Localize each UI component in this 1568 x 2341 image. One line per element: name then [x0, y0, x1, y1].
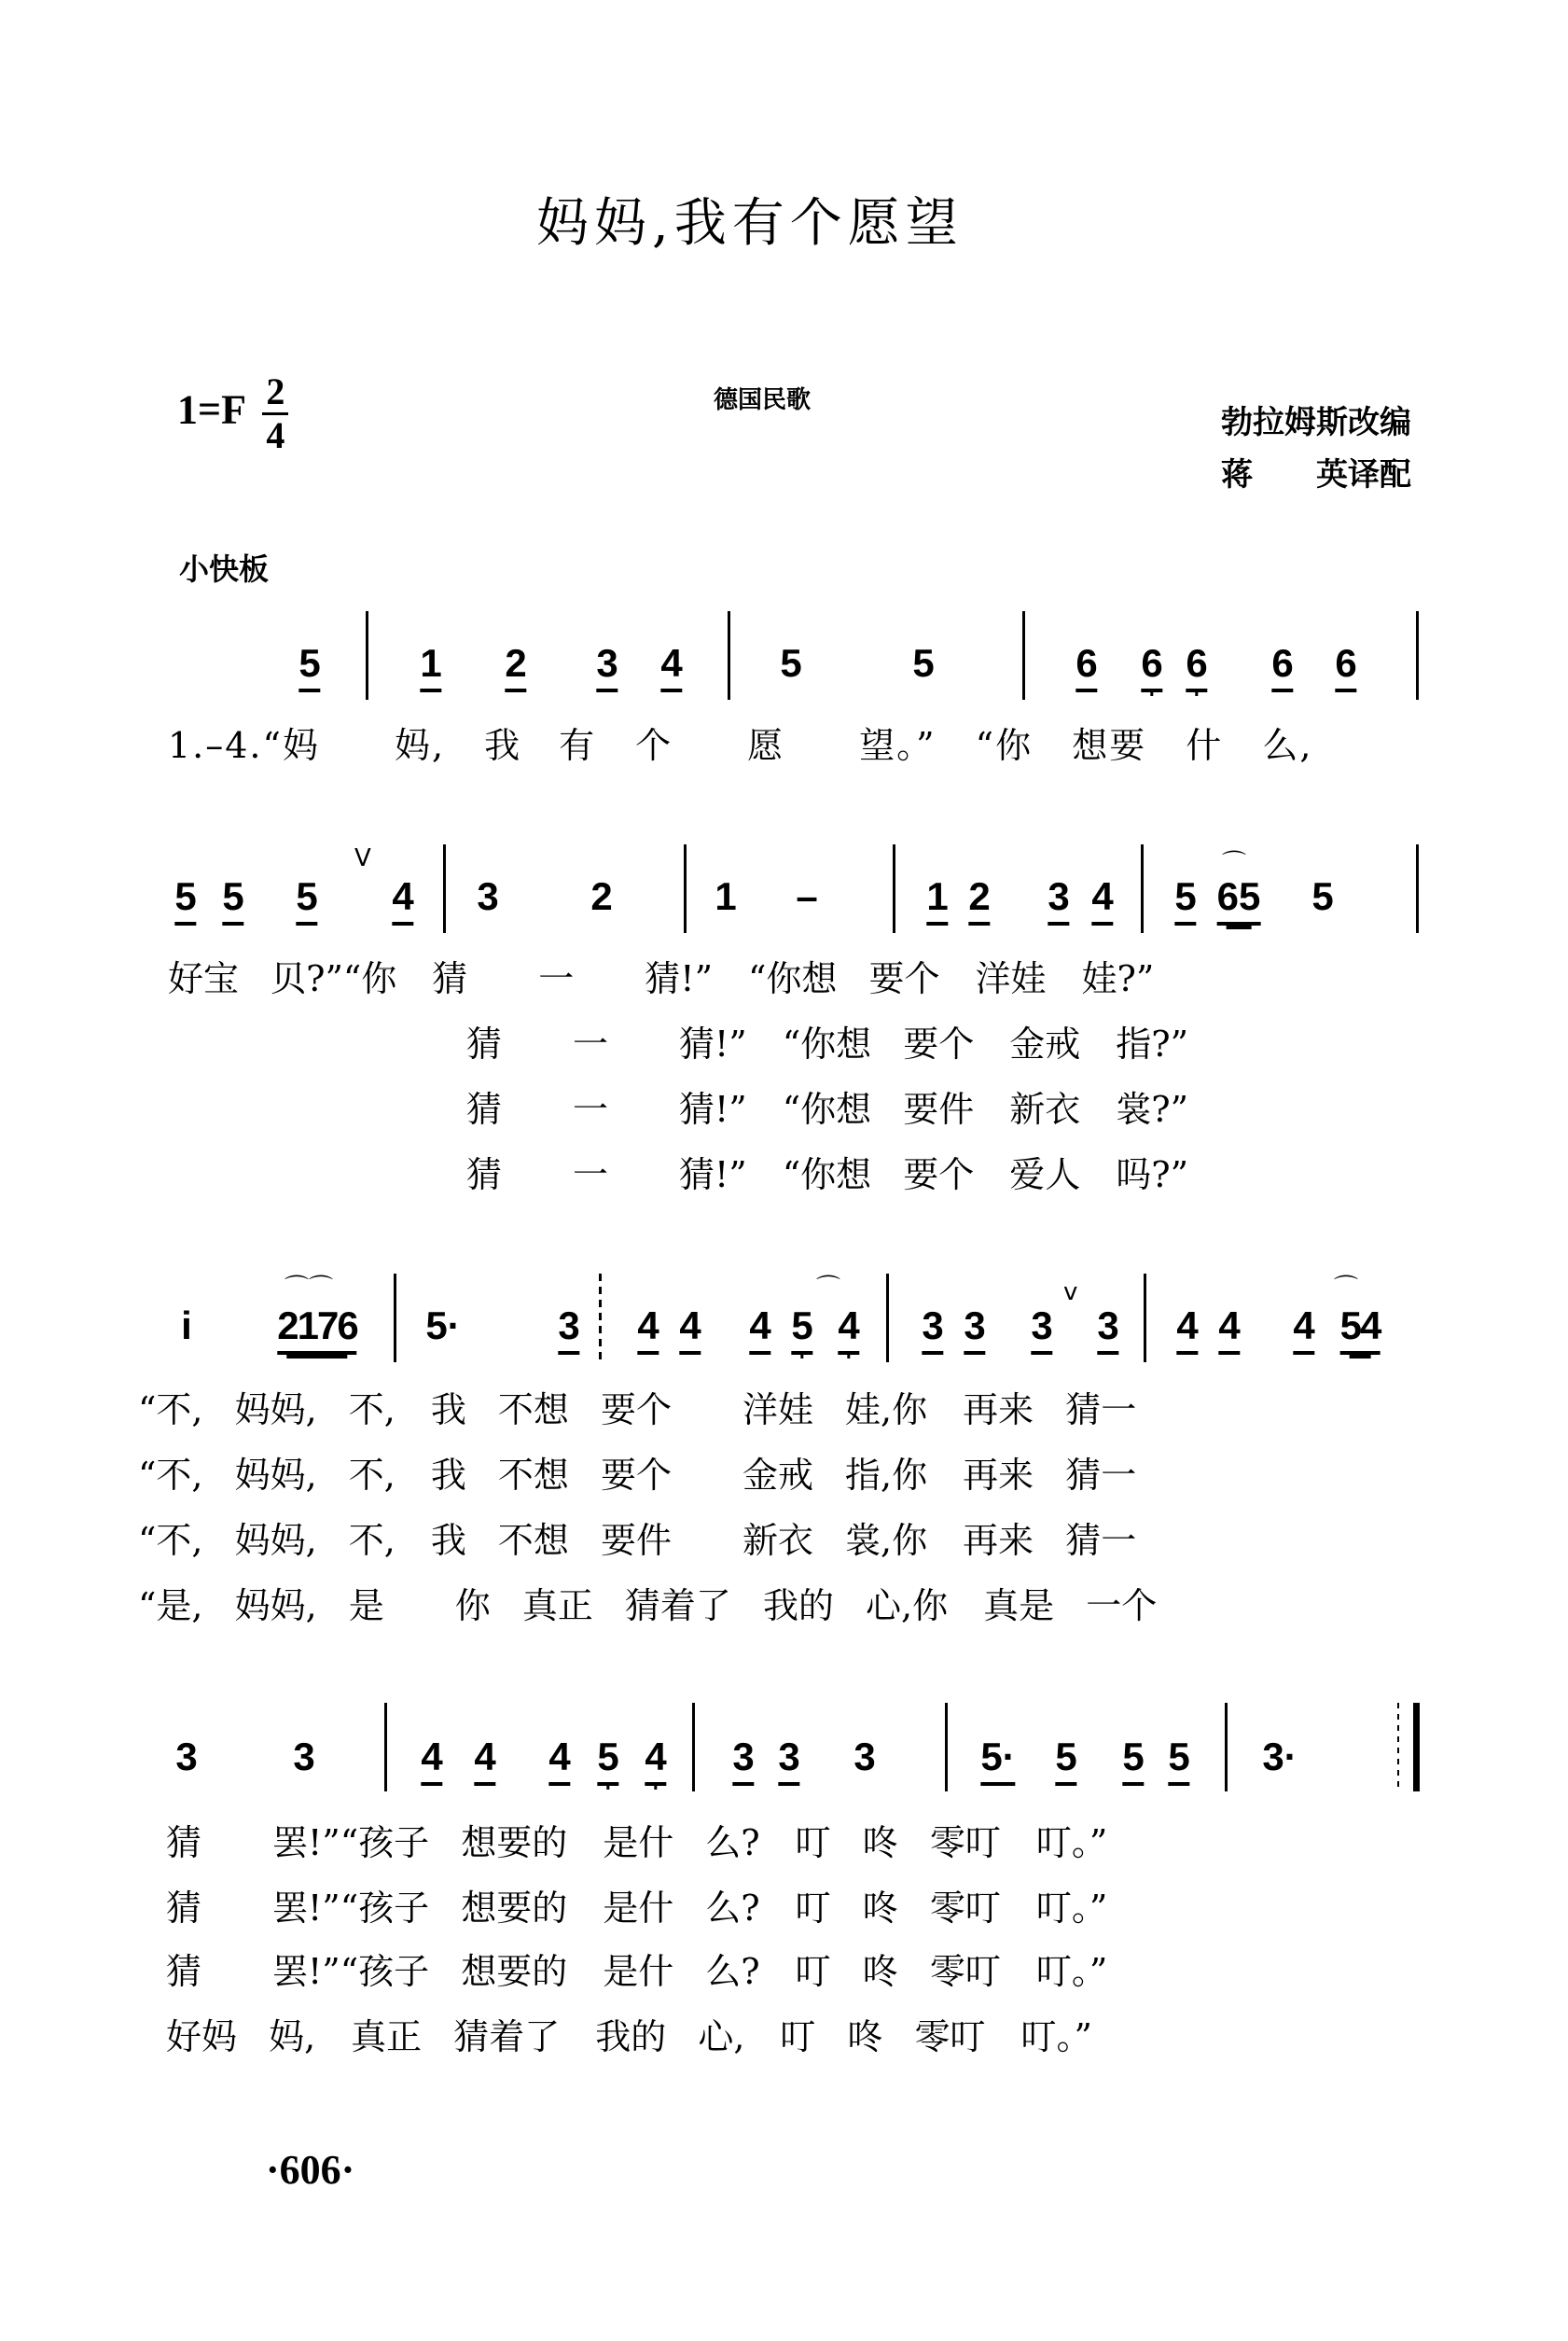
final-barline-thick: [1413, 1703, 1420, 1791]
note: 5: [1168, 1737, 1189, 1786]
note: 6: [1335, 644, 1356, 692]
note: 5: [222, 877, 243, 926]
barline: [384, 1703, 387, 1791]
note: 1: [926, 877, 948, 926]
barline: [893, 844, 895, 933]
lyric-line: 猜 一 猜!” “你想 要个 爱人 吗?”: [466, 1154, 1189, 1195]
time-signature: $\frac{2}{4}$: [262, 373, 288, 454]
barline: [1225, 1703, 1228, 1791]
note: 2: [505, 644, 526, 692]
note: 65: [1217, 877, 1261, 926]
note: 4: [1293, 1306, 1314, 1355]
note: 3: [558, 1306, 579, 1355]
note: 4: [679, 1306, 701, 1355]
note: i: [181, 1303, 192, 1347]
note: 4: [1218, 1306, 1240, 1355]
barline: [1022, 611, 1025, 700]
key-label: 1=F: [177, 386, 245, 433]
lyric-line: “不, 妈妈, 不, 我 不想 要件 新衣 裳,你 再来 猜一: [138, 1520, 1137, 1561]
note: 3: [596, 644, 617, 692]
dashed-barline: [599, 1274, 602, 1362]
note: 3: [1048, 877, 1069, 926]
breath-mark: v: [1063, 1278, 1078, 1306]
note: 3: [1097, 1306, 1118, 1355]
lyric-line: 好妈 妈, 真正 猜着了 我的 心, 叮 咚 零叮 叮。”: [166, 2016, 1092, 2057]
barline: [443, 844, 446, 933]
note: 5: [174, 877, 196, 926]
note: 6: [1271, 644, 1293, 692]
note: 5: [780, 641, 802, 685]
note: 5: [298, 644, 320, 692]
lyric-line: 好宝 贝?”“你 猜 一 猜!” “你想 要个 洋娃 娃?”: [168, 958, 1155, 999]
note: 1: [715, 874, 737, 918]
note: 2: [968, 877, 990, 926]
barline: [886, 1274, 889, 1362]
fermata: ⌒: [816, 1275, 841, 1303]
note: 3: [1031, 1306, 1052, 1355]
note: 4: [421, 1737, 442, 1786]
barline: [1141, 844, 1144, 933]
note: 3: [732, 1737, 754, 1786]
key-signature: [177, 370, 288, 456]
note: 4: [392, 877, 413, 926]
final-barline-thin: [1397, 1703, 1399, 1791]
barline: [366, 611, 368, 700]
tempo-marking: 小快板: [179, 551, 270, 587]
barline: [945, 1703, 948, 1791]
note: 2176: [277, 1306, 356, 1355]
note: 4: [749, 1306, 770, 1355]
note: 5: [912, 641, 935, 685]
barline: [394, 1274, 396, 1362]
note: 4: [637, 1306, 659, 1355]
barline: [1416, 611, 1419, 700]
translator-credit: 蒋 英译配: [1221, 456, 1411, 494]
lyric-line: “不, 妈妈, 不, 我 不想 要个 洋娃 娃,你 再来 猜一: [138, 1389, 1137, 1430]
lyric-line: “不, 妈妈, 不, 我 不想 要个 金戒 指,你 再来 猜一: [138, 1455, 1137, 1496]
note: 5: [1174, 877, 1196, 926]
lyric-line: 猜 一 猜!” “你想 要件 新衣 裳?”: [466, 1089, 1189, 1130]
note: 3: [477, 874, 499, 918]
note: 3: [964, 1306, 985, 1355]
lyric-line: “是, 妈妈, 是 你 真正 猜着了 我的 心,你 真是 一个: [138, 1585, 1158, 1626]
note: 5: [791, 1306, 812, 1355]
note: 4: [645, 1737, 666, 1786]
note: 4: [548, 1737, 570, 1786]
note: 5·: [980, 1737, 1015, 1786]
note: 54: [1340, 1306, 1381, 1355]
lyric-line: 猜 罢!”“孩子 想要的 是什 么? 叮 咚 零叮 叮。”: [166, 1951, 1108, 1992]
note: 3·: [1262, 1735, 1297, 1778]
origin-label: 德国民歌: [714, 386, 812, 414]
song-title: 妈妈,我有个愿望: [536, 193, 964, 254]
note: 3: [293, 1735, 315, 1778]
barline: [1144, 1274, 1146, 1362]
barline: [692, 1703, 695, 1791]
note: 6: [1075, 644, 1097, 692]
arranger-credit: 勃拉姆斯改编: [1221, 404, 1411, 441]
note: 5: [1311, 874, 1334, 918]
note: 6: [1141, 644, 1162, 692]
note: 4: [1091, 877, 1113, 926]
slur-marks: ⌒⌒: [284, 1275, 334, 1303]
note: 3: [175, 1735, 198, 1778]
note: 4: [660, 644, 682, 692]
note: 3: [778, 1737, 799, 1786]
credits: [1221, 397, 1411, 501]
note: 5·: [425, 1303, 461, 1347]
fermata-slur: ⌒: [1222, 850, 1247, 878]
barline: [684, 844, 687, 933]
note: 3: [853, 1735, 876, 1778]
lyric-line: 猜 罢!”“孩子 想要的 是什 么? 叮 咚 零叮 叮。”: [166, 1888, 1108, 1929]
note: 5: [296, 877, 317, 926]
barline: [1416, 844, 1419, 933]
note: 3: [922, 1306, 943, 1355]
barline: [728, 611, 730, 700]
note: 5: [597, 1737, 618, 1786]
note: 5: [1055, 1737, 1076, 1786]
lyric-line: 猜 一 猜!” “你想 要个 金戒 指?”: [466, 1024, 1189, 1065]
note: 1: [420, 644, 441, 692]
note: 4: [838, 1306, 859, 1355]
fermata: ⌒: [1334, 1275, 1359, 1303]
note: 4: [474, 1737, 495, 1786]
page-number: ·606·: [266, 2147, 355, 2193]
note: 5: [1122, 1737, 1144, 1786]
note: 6: [1186, 644, 1207, 692]
note: –: [796, 874, 818, 918]
note: 2: [590, 874, 613, 918]
breath-mark: V: [354, 844, 371, 872]
lyric-line: 1.–4.“妈 妈, 我 有 个 愿 望。” “你 想要 什 么,: [168, 725, 1313, 766]
note: 4: [1176, 1306, 1198, 1355]
lyric-line: 猜 罢!”“孩子 想要的 是什 么? 叮 咚 零叮 叮。”: [166, 1822, 1108, 1863]
